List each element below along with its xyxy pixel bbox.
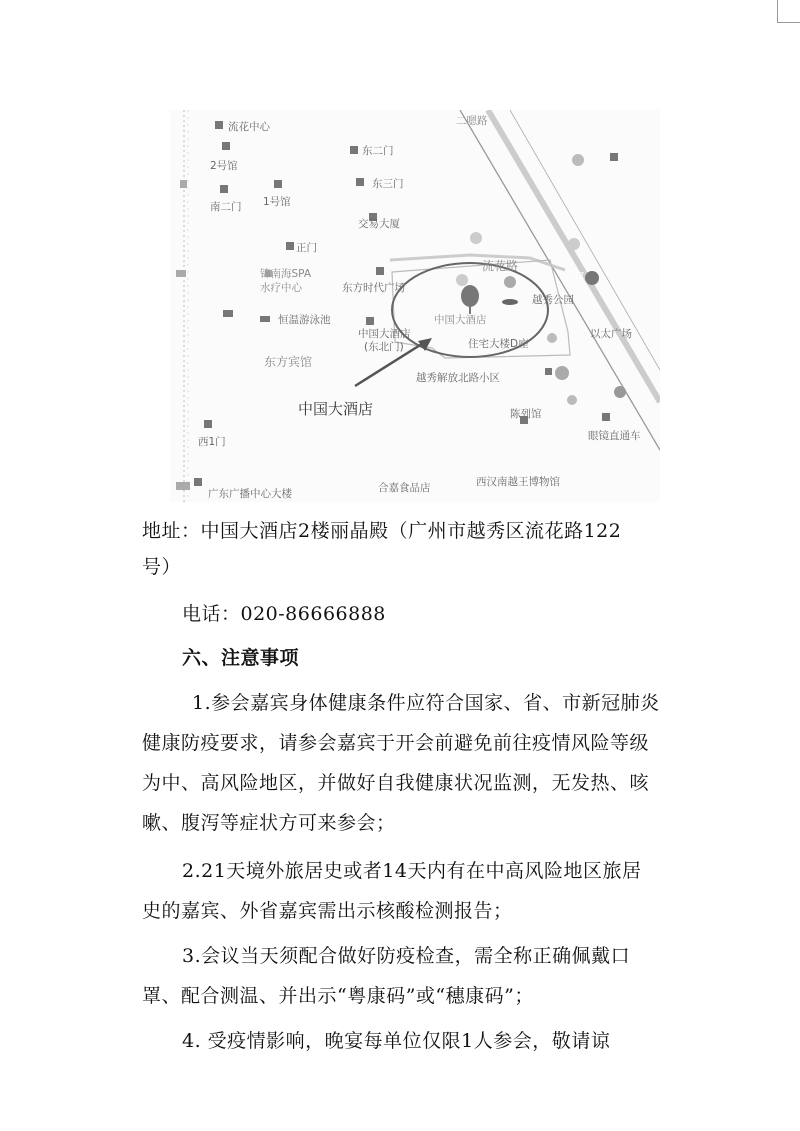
map-label-hot-spring-pool: 恒温游泳池 — [278, 314, 331, 326]
map-label-hall2: 2号馆 — [210, 160, 238, 172]
map-label-glasses: 眼镜直通车 — [588, 430, 641, 442]
map-label-exhibition: 陈列馆 — [510, 408, 542, 420]
map-label-gd-broadcast: 广东广播中心大楼 — [208, 488, 292, 500]
address-line-1: 地址：中国大酒店2楼丽晶殿（广州市越秀区流花路122 — [142, 520, 622, 542]
map-callout-label: 中国大酒店 — [298, 400, 374, 418]
map-graphics — [170, 110, 660, 502]
section-title: 六、注意事项 — [182, 647, 300, 669]
address-line-2: 号） — [142, 556, 182, 578]
item-2-line-2: 史的嘉宾、外省嘉宾需出示核酸检测报告； — [142, 900, 513, 922]
map-label-china-hotel-north: 中国大酒店 — [358, 328, 411, 340]
item-1-line-3: 为中、高风险地区，并做好自我健康状况监测，无发热、咳 — [142, 772, 650, 794]
map-label-yitai-plaza: 以太广场 — [590, 328, 632, 340]
item-2-line-1: 2.21天境外旅居史或者14天内有在中高风险地区旅居 — [182, 860, 642, 882]
map-label-oriental-times: 东方时代广场 — [342, 282, 405, 294]
map-label-east-gate3: 东三门 — [372, 178, 404, 190]
item-3-line-1: 3.会议当天须配合做好防疫检查，需全称正确佩戴口 — [182, 945, 631, 967]
map-label-west-gate1: 西1门 — [198, 436, 226, 448]
map-label-liuhua-road: 流花路 — [482, 259, 519, 273]
map-label-spa: 锦南海SPA — [260, 268, 312, 280]
item-3-line-2: 罩、配合测温、并出示“粤康码”或“穗康码”； — [142, 985, 534, 1007]
map-label-dongfang-hotel: 东方宾馆 — [264, 355, 313, 369]
map-label-china-hotel-center: 中国大酒店 — [434, 314, 487, 326]
map-label-spa2: 水疗中心 — [260, 282, 302, 294]
map-label-trade-building: 交易大厦 — [358, 218, 400, 230]
map-label-china-hotel-north2: (东北门) — [364, 341, 404, 353]
phone-line: 电话：020-86666888 — [182, 603, 386, 625]
map-label-south-gate2: 南二门 — [210, 201, 242, 213]
map-label-east-gate2: 东二门 — [362, 145, 394, 157]
item-1-line-4: 嗽、腹泻等症状方可来参会； — [142, 812, 396, 834]
item-4-line-1: 4. 受疫情影响，晚宴每单位仅限1人参会，敬请谅 — [182, 1030, 611, 1052]
map-label-yuexiu-park: 越秀公园 — [532, 294, 574, 306]
map-label-jiefang-north: 越秀解放北路小区 — [416, 372, 500, 384]
location-map — [170, 110, 660, 502]
map-label-hall1: 1号馆 — [263, 196, 291, 208]
item-1-line-2: 健康防疫要求，请参会嘉宾于开会前避免前往疫情风险等级 — [142, 732, 650, 754]
map-label-liuhua-center: 流花中心 — [228, 121, 270, 133]
map-label-main-gate: 正门 — [296, 242, 317, 254]
map-label-top-road: 二嗯路 — [456, 115, 488, 127]
map-label-nanyue-museum: 西汉南越王博物馆 — [476, 476, 560, 488]
page-corner-mark — [777, 0, 800, 23]
map-label-residence-d: 住宅大楼D座 — [468, 338, 529, 350]
item-1-line-1: 1.参会嘉宾身体健康条件应符合国家、省、市新冠肺炎 — [192, 692, 660, 714]
map-label-hejia-food: 合嘉食品店 — [378, 482, 431, 494]
map-label-metro-num: 17 — [574, 271, 585, 280]
